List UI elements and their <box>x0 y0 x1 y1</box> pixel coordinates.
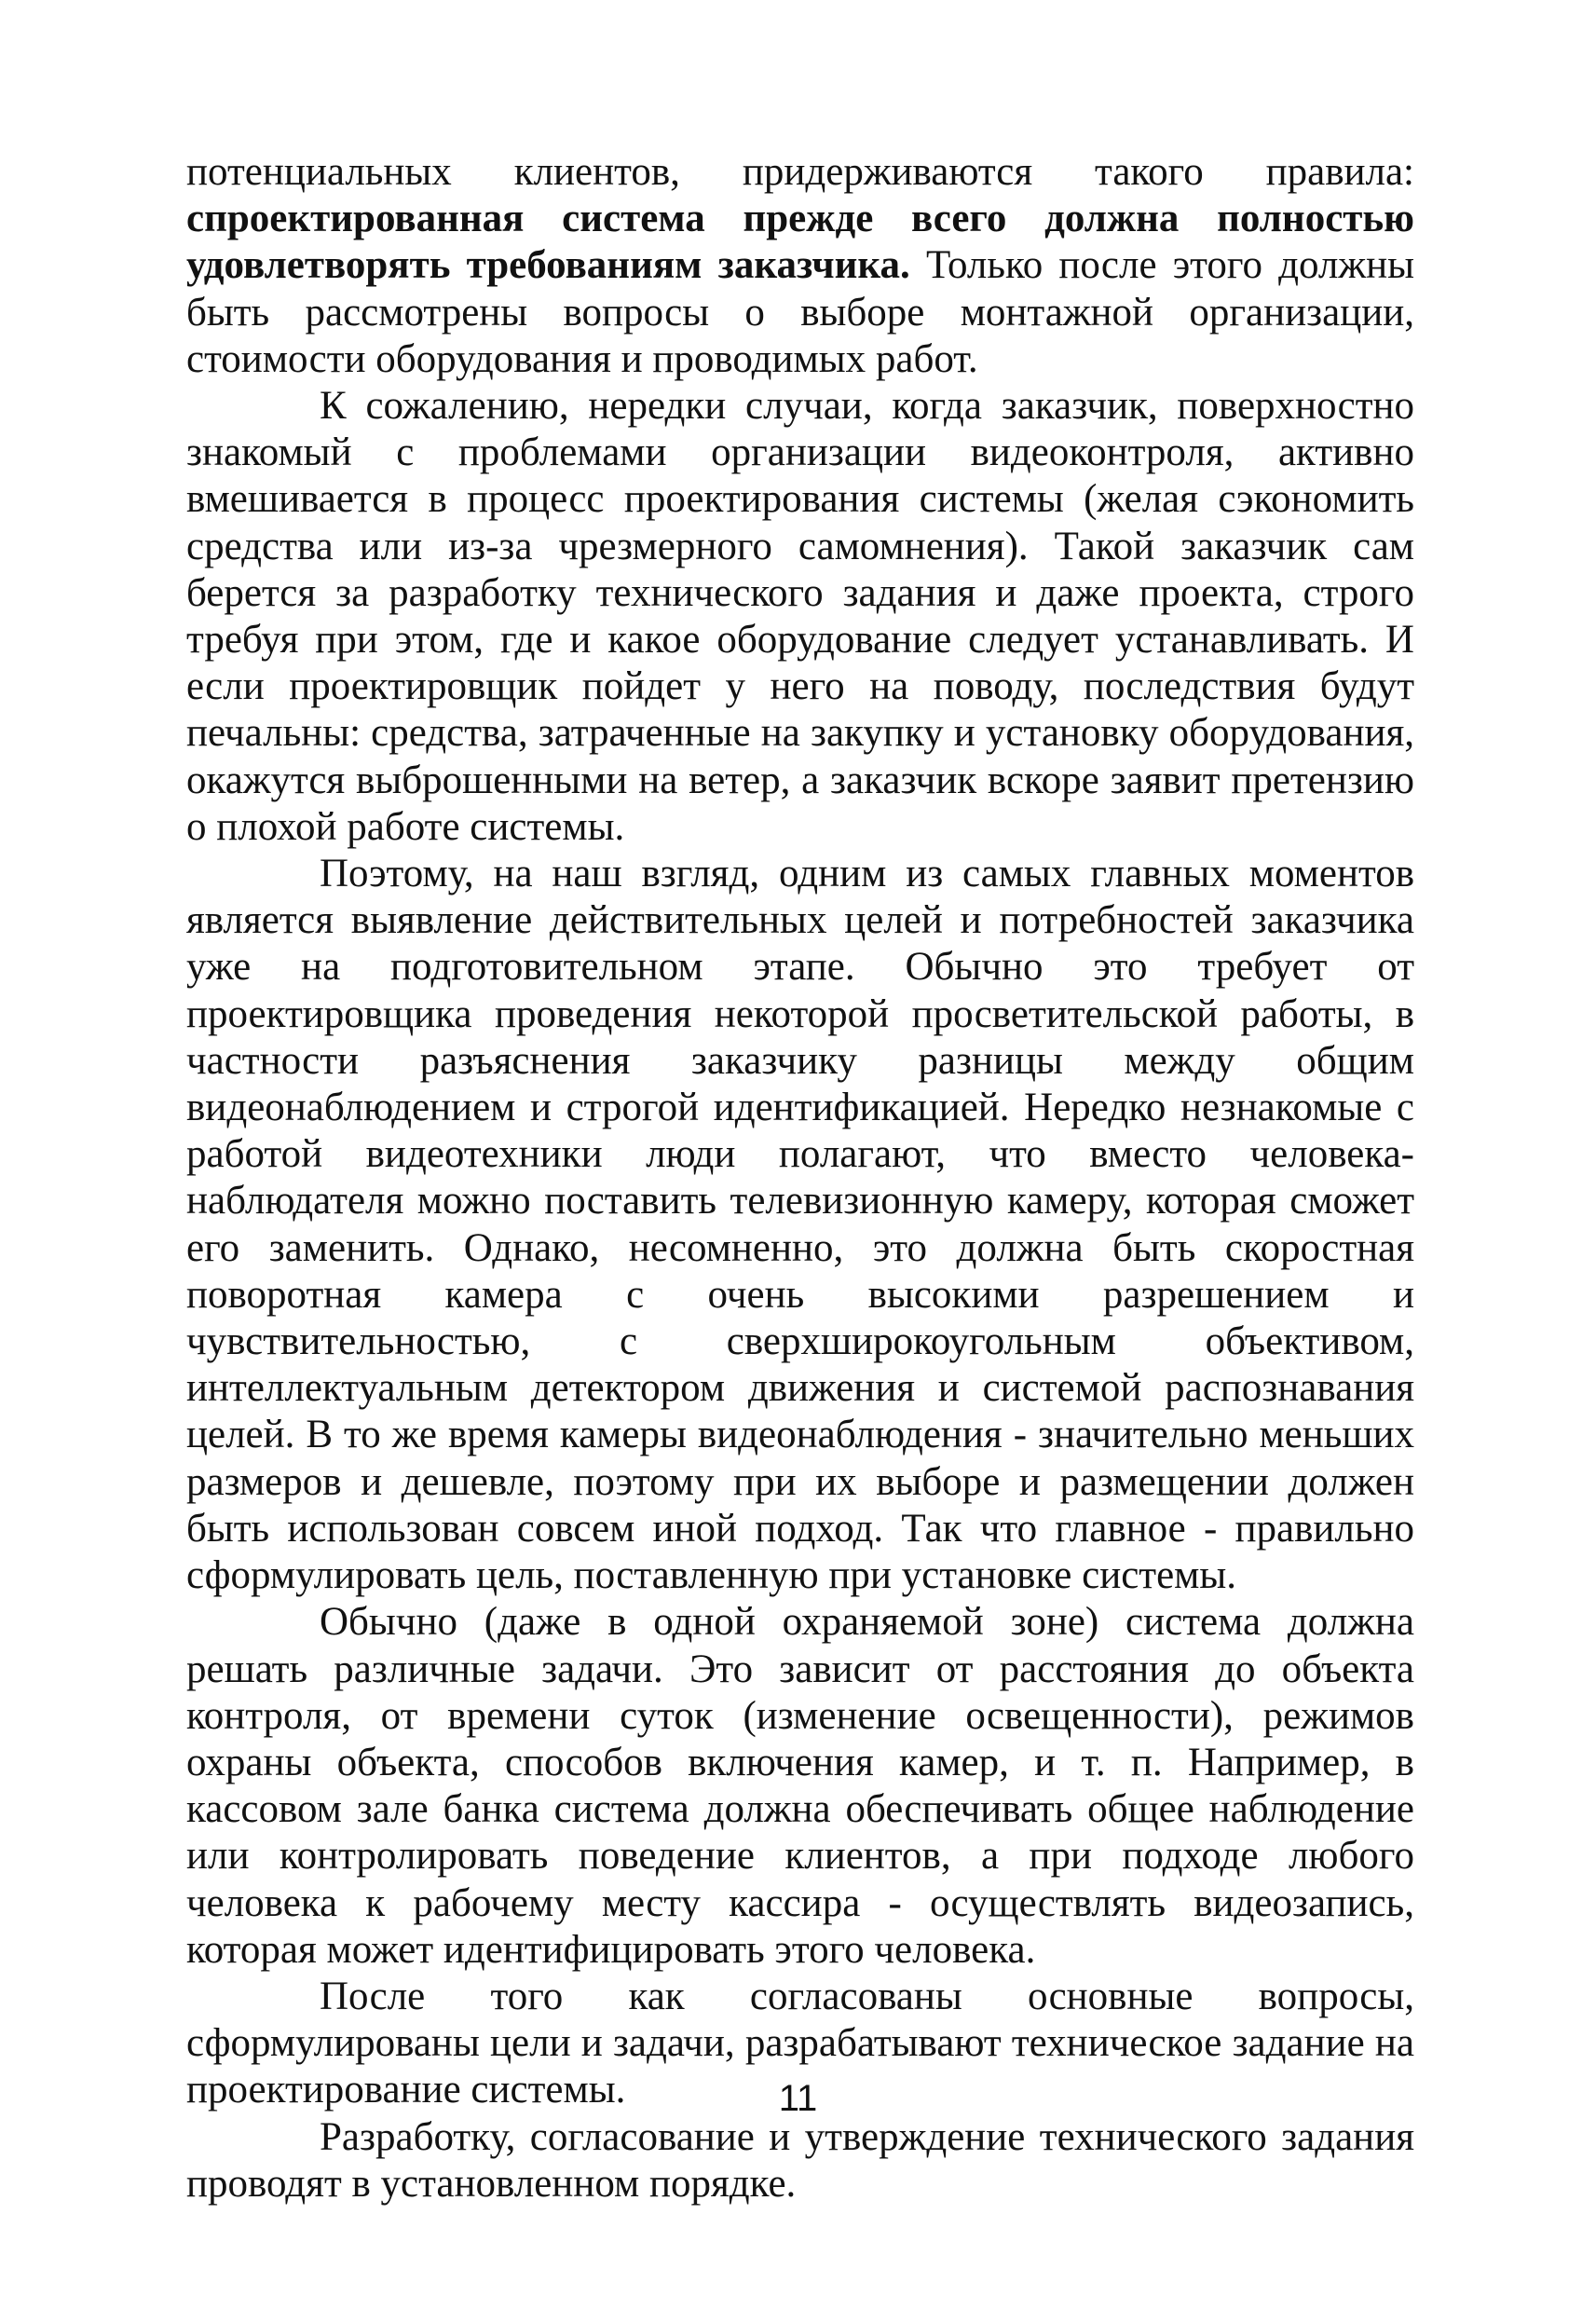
paragraph-3: Поэтому, на наш взгляд, одним из самых главных моментов является выявление действительных целей и потребностей заказчика уже на подготовительном этапе. Обычно это требует от проектировщика проведения некоторой просветительской работы, в частности разъяснения заказчику разницы между общим видеонаблюдением и строгой идентификацией. Нередко незнакомые с работой видеотехники люди полагают, что вместо человека-наблюдателя можно поставить телевизионную камеру, которая сможет его заменить. Однако, несомненно, это должна быть скоростная поворотная камера с очень высокими разрешением и чувствительностью, с сверхширокоугольным объективом, интеллектуальным детектором движения и системой распознавания целей. В то же время камеры видеонаблюдения - значительно меньших размеров и дешевле, поэтому при их выборе и размещении должен быть использован совсем иной подход. Так что главное - правильно сформулировать цель, поставленную при установке системы. <box>186 852 1414 1598</box>
paragraph-1 <box>186 149 1414 383</box>
paragraph-1-tail: Только после этого должны быть рассмотрены вопросы о выборе монтажной организации, стоимости оборудования и проводимых работ. <box>186 243 1414 381</box>
paragraph-1-lead: потенциальных клиентов, придерживаются такого правила: <box>186 150 1414 194</box>
paragraph-6: Разработку, согласование и утверждение технического задания проводят в установленном порядке. <box>186 2114 1414 2206</box>
body-text <box>186 149 1414 2207</box>
paragraph-4: Обычно (даже в одной охраняемой зоне) система должна решать различные задачи. Это зависит от расстояния до объекта контроля, от времени суток (изменение освещенности), режимов охраны объекта, способов включения камер, и т. п. Например, в кассовом зале банка система должна обеспечивать общее наблюдение или контролировать поведение клиентов, а при подходе любого человека к рабочему месту кассира - осуществлять видеозапись, которая может идентифицировать этого человека. <box>186 1600 1414 1972</box>
paragraph-2: К сожалению, нередки случаи, когда заказчик, поверхностно знакомый с проблемами организации видеоконтроля, активно вмешивается в процесс проектирования системы (желая сэкономить средства или из-за чрезмерного самомнения). Такой заказчик сам берется за разработку технического задания и даже проекта, строго требуя при этом, где и какое оборудование следует устанавливать. И если проектировщик пойдет у него на поводу, последствия будут печальны: средства, затраченные на закупку и установку оборудования, окажутся выброшенными на ветер, а заказчик вскоре заявит претензию о плохой работе системы. <box>186 384 1414 849</box>
page-number: 11 <box>778 2078 818 2119</box>
paragraph-1-bold-rule: спроектированная система прежде всего должна полностью удовлетворять требованиям заказчика. <box>186 197 1414 288</box>
paragraph-5: После того как согласованы основные вопросы, сформулированы цели и задачи, разрабатывают техническое задание на проектирование системы. <box>186 1974 1414 2112</box>
